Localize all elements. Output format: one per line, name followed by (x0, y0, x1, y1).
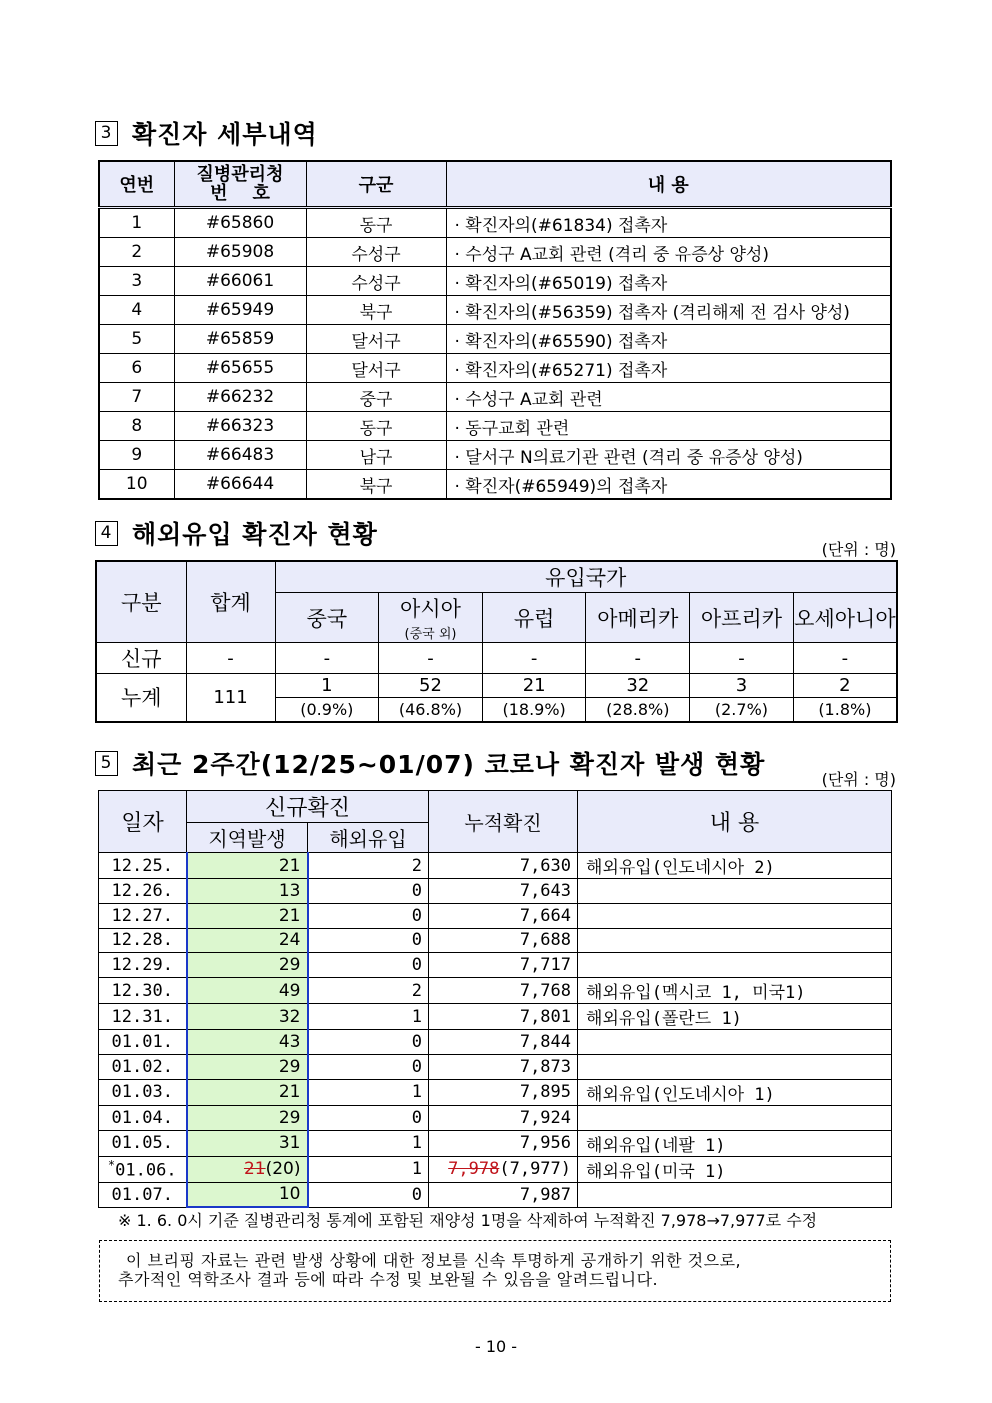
section3-number: 3 (95, 121, 118, 146)
row-overseas (308, 1079, 429, 1105)
two-week-status-table (98, 790, 892, 1208)
table-row (99, 1156, 892, 1182)
table-row (99, 354, 891, 383)
table-row (99, 879, 892, 904)
row-overseas-value: 1 (411, 1006, 423, 1027)
cumulative-value: 2 (793, 674, 897, 698)
row-date-text: 01.03. (111, 1082, 173, 1103)
row-cumulative-value: 7,873 (519, 1056, 572, 1077)
row-local (187, 1030, 308, 1055)
header-category: 구분 (96, 561, 186, 643)
new-value: - (793, 643, 897, 674)
row-overseas-value: 2 (411, 855, 423, 876)
row-local-value: 10 (278, 1184, 301, 1205)
header-content: 내 용 (578, 791, 892, 853)
row-kdca-number: #66644 (174, 470, 306, 500)
table-row (99, 441, 891, 470)
header-total: 합계 (186, 561, 275, 643)
row-content: · 확진자의(#65590) 접촉자 (446, 325, 891, 354)
row-overseas-value: 0 (411, 880, 423, 901)
row-date-text: 01.02. (111, 1056, 173, 1077)
row-content-text: 해외유입(인도네시아 1) (586, 1084, 775, 1105)
row-local-value: 21 (278, 855, 301, 876)
row-kdca-number: #65908 (174, 238, 306, 267)
row-date-text: 01.05. (111, 1133, 173, 1154)
row-date (99, 903, 187, 928)
row-cumulative-value: 7,643 (519, 880, 572, 901)
cumulative-value: 1 (275, 674, 379, 698)
header-new-confirmed: 신규확진 (187, 791, 429, 823)
row-cumulative (429, 953, 578, 978)
row-local (187, 1105, 308, 1130)
cumulative-value: 52 (379, 674, 483, 698)
table-row (99, 470, 891, 500)
new-value: - (275, 643, 379, 674)
row-date-text: 01.04. (111, 1107, 173, 1128)
row-local (187, 1130, 308, 1156)
table-row (99, 1030, 892, 1055)
header-overseas: 해외유입 (308, 823, 429, 853)
row-local (187, 1004, 308, 1030)
header-country (482, 593, 586, 643)
row-local-old: 21 (243, 1159, 266, 1180)
table-row (99, 928, 892, 953)
row-overseas (308, 879, 429, 904)
disclaimer-line2: 추가적인 역학조사 결과 등에 따라 수정 및 보완될 수 있음을 알려드립니다. (118, 1270, 659, 1289)
row-content: · 수성구 A교회 관련 (446, 383, 891, 412)
row-content: · 달서구 N의료기관 관련 (격리 중 유증상 양성) (446, 441, 891, 470)
row-content (578, 953, 892, 978)
section4-unit: (단위 : 명) (821, 540, 896, 559)
confirmed-details-table (98, 160, 892, 500)
table-row (99, 1079, 892, 1105)
correction-note: ※ 1. 6. 0시 기준 질병관리청 통계에 포함된 재양성 1명을 삭제하여 누적확진 7,978→7,977로 수정 (118, 1211, 818, 1230)
row-local-value: 13 (278, 880, 301, 901)
row-local-value: (20) (265, 1159, 301, 1180)
row-local-value: 29 (278, 1056, 301, 1077)
row-overseas (308, 1054, 429, 1079)
cumulative-pct: (1.8%) (793, 698, 897, 722)
header-serial: 연번 (99, 161, 174, 208)
row-content (578, 1004, 892, 1030)
header-country (690, 593, 794, 643)
row-local-value: 21 (278, 905, 301, 926)
row-overseas-value: 0 (411, 955, 423, 976)
row-overseas (308, 1105, 429, 1130)
row-date-text: 01.07. (111, 1184, 173, 1205)
row-content: · 확진자의(#61834) 접촉자 (446, 208, 891, 238)
header-inflow-country: 유입국가 (275, 561, 897, 593)
row-date (99, 1054, 187, 1079)
row-local-value: 31 (278, 1133, 301, 1154)
new-value: - (690, 643, 794, 674)
header-local: 지역발생 (187, 823, 308, 853)
row-date (99, 1105, 187, 1130)
table-row (99, 903, 892, 928)
row-kdca-number: #66061 (174, 267, 306, 296)
row-cumulative (429, 1004, 578, 1030)
table-row (99, 1004, 892, 1030)
country-name: 오세아니아 (794, 606, 896, 631)
cumulative-pct: (46.8%) (379, 698, 483, 722)
row-kdca-number: #66323 (174, 412, 306, 441)
row-content-text: 해외유입(인도네시아 2) (586, 858, 775, 878)
table-row (99, 238, 891, 267)
row-overseas (308, 928, 429, 953)
row-cumulative (429, 1079, 578, 1105)
row-cumulative (429, 928, 578, 953)
row-date (99, 1156, 187, 1182)
row-serial: 5 (99, 325, 174, 354)
header-district: 구군 (306, 161, 446, 208)
row-district: 동구 (306, 412, 446, 441)
row-district: 남구 (306, 441, 446, 470)
row-cumulative (429, 1130, 578, 1156)
row-overseas (308, 1156, 429, 1182)
row-cumulative-value: 7,717 (519, 955, 572, 976)
cumulative-total: 111 (186, 674, 275, 722)
row-content: · 확진자의(#65019) 접촉자 (446, 267, 891, 296)
row-local-value: 32 (278, 1006, 301, 1027)
row-overseas (308, 953, 429, 978)
page-number: - 10 - (474, 1337, 518, 1356)
header-country (275, 593, 379, 643)
row-kdca-number: #66483 (174, 441, 306, 470)
table-row (99, 296, 891, 325)
row-overseas-value: 1 (411, 1159, 423, 1180)
row-content: · 확진자(#65949)의 접촉자 (446, 470, 891, 500)
row-content (578, 903, 892, 928)
cumulative-pct: (0.9%) (275, 698, 379, 722)
header-country (793, 593, 897, 643)
row-overseas (308, 903, 429, 928)
row-cumulative (429, 879, 578, 904)
row-cumulative (429, 853, 578, 879)
row-kdca-number: #65949 (174, 296, 306, 325)
row-content (578, 1079, 892, 1105)
table-row (99, 1130, 892, 1156)
section3-title (95, 115, 318, 151)
row-district: 동구 (306, 208, 446, 238)
country-name: 아프리카 (700, 606, 783, 631)
table-row (99, 325, 891, 354)
row-cumulative-value: 7,768 (519, 980, 572, 1001)
row-local (187, 1182, 308, 1207)
row-cumulative (429, 978, 578, 1004)
header-kdca-number (174, 161, 306, 208)
row-local (187, 1054, 308, 1079)
row-kdca-number: #66232 (174, 383, 306, 412)
row-date-text: 01.01. (111, 1032, 173, 1053)
row-district: 북구 (306, 470, 446, 500)
row-content-text: 해외유입(네팔 1) (586, 1135, 726, 1156)
header-date: 일자 (99, 791, 187, 853)
row-date-text: 12.31. (111, 1006, 173, 1027)
row-cumulative (429, 1105, 578, 1130)
row-serial: 3 (99, 267, 174, 296)
cumulative-pct: (28.8%) (586, 698, 690, 722)
row-kdca-number: #65859 (174, 325, 306, 354)
row-local-value: 29 (278, 1107, 301, 1128)
new-value: - (586, 643, 690, 674)
row-overseas-value: 1 (411, 1133, 423, 1154)
row-cumulative (429, 1156, 578, 1182)
row-content (578, 1156, 892, 1182)
table-row (99, 853, 892, 879)
row-district: 달서구 (306, 354, 446, 383)
new-row (96, 643, 897, 674)
row-cumulative-value: 7,844 (519, 1032, 572, 1053)
row-serial: 4 (99, 296, 174, 325)
row-cumulative (429, 1182, 578, 1207)
header-kdca-line2: 번 호 (210, 183, 270, 204)
row-serial: 7 (99, 383, 174, 412)
table-row (99, 1105, 892, 1130)
row-cumulative-value: 7,688 (519, 930, 572, 951)
row-date-text: 01.06. (115, 1160, 177, 1181)
row-overseas-value: 0 (411, 905, 423, 926)
row-cumulative-value: 7,801 (519, 1006, 572, 1027)
asia-note: (중국 외) (404, 627, 457, 642)
row-date-text: 12.27. (111, 905, 173, 926)
row-overseas-value: 0 (411, 1107, 423, 1128)
row-overseas-value: 2 (411, 980, 423, 1001)
new-value: - (379, 643, 483, 674)
row-overseas-value: 0 (411, 1184, 423, 1205)
row-date (99, 1004, 187, 1030)
table-row (99, 383, 891, 412)
table-row (99, 267, 891, 296)
section4-title-text: 해외유입 확진자 현황 (132, 520, 378, 549)
row-date-text: 12.28. (111, 930, 173, 951)
row-overseas (308, 853, 429, 879)
section3-title-text: 확진자 세부내역 (132, 120, 318, 149)
row-serial: 9 (99, 441, 174, 470)
row-local (187, 978, 308, 1004)
row-date-text: 12.25. (111, 855, 173, 876)
row-content (578, 928, 892, 953)
header-content: 내 용 (446, 161, 891, 208)
cumulative-value: 32 (586, 674, 690, 698)
row-cumulative-value: 7,630 (519, 855, 572, 876)
row-cumulative-value: 7,987 (519, 1184, 572, 1205)
table-row (99, 978, 892, 1004)
header-kdca-line1: 질병관리청 (196, 164, 284, 185)
cumulative-value: 21 (482, 674, 586, 698)
table-row (99, 1182, 892, 1207)
row-cumulative (429, 903, 578, 928)
table-row (99, 208, 891, 238)
row-date (99, 978, 187, 1004)
row-local (187, 1156, 308, 1182)
row-overseas-value: 0 (411, 1032, 423, 1053)
section5-unit: (단위 : 명) (821, 770, 896, 789)
row-date (99, 1079, 187, 1105)
row-date-text: 12.30. (111, 980, 173, 1001)
row-date-text: 12.29. (111, 955, 173, 976)
cumulative-pct: (18.9%) (482, 698, 586, 722)
row-overseas (308, 1004, 429, 1030)
row-serial: 2 (99, 238, 174, 267)
row-overseas (308, 1030, 429, 1055)
cumulative-label: 누계 (96, 674, 186, 722)
disclaimer-line1: 이 브리핑 자료는 관련 발생 상황에 대한 정보를 신속 투명하게 공개하기 위한 것으로, (126, 1251, 742, 1270)
row-local-value: 43 (278, 1032, 301, 1053)
row-content: · 동구교회 관련 (446, 412, 891, 441)
row-content: · 확진자의(#56359) 접촉자 (격리해제 전 검사 양성) (446, 296, 891, 325)
overseas-inflow-table (95, 560, 898, 723)
row-date-text: 12.26. (111, 880, 173, 901)
header-country (586, 593, 690, 643)
row-content (578, 1130, 892, 1156)
country-name: 중국 (306, 606, 348, 631)
row-content: · 수성구 A교회 관련 (격리 중 유증상 양성) (446, 238, 891, 267)
row-content (578, 978, 892, 1004)
correction-mark: * (107, 1157, 116, 1172)
row-kdca-number: #65860 (174, 208, 306, 238)
cumulative-row (96, 674, 897, 698)
confirmed-details-body (99, 208, 891, 500)
section4-title (95, 515, 378, 551)
row-serial: 10 (99, 470, 174, 500)
row-date (99, 853, 187, 879)
new-total: - (186, 643, 275, 674)
two-week-status-body (99, 853, 892, 1208)
row-cumulative-value: 7,956 (519, 1133, 572, 1154)
row-date (99, 1130, 187, 1156)
row-date (99, 1182, 187, 1207)
header-cumulative: 누적확진 (429, 791, 578, 853)
table-row (99, 412, 891, 441)
row-overseas (308, 1182, 429, 1207)
cumulative-pct: (2.7%) (690, 698, 794, 722)
row-local-value: 21 (278, 1082, 301, 1103)
row-overseas-value: 1 (411, 1082, 423, 1103)
row-district: 수성구 (306, 267, 446, 296)
row-local (187, 1079, 308, 1105)
row-serial: 1 (99, 208, 174, 238)
row-kdca-number: #65655 (174, 354, 306, 383)
row-district: 북구 (306, 296, 446, 325)
row-overseas (308, 978, 429, 1004)
row-district: 수성구 (306, 238, 446, 267)
row-district: 달서구 (306, 325, 446, 354)
row-local (187, 953, 308, 978)
row-local-value: 29 (278, 955, 301, 976)
row-local (187, 903, 308, 928)
header-country (379, 593, 483, 643)
table-row (99, 953, 892, 978)
table-header-row (99, 161, 891, 208)
row-content-text: 해외유입(멕시코 1, 미국1) (586, 983, 806, 1004)
country-name: 유럽 (513, 606, 555, 631)
row-cumulative-value: 7,924 (519, 1107, 572, 1128)
row-overseas-value: 0 (411, 1056, 423, 1077)
row-local-value: 49 (278, 980, 301, 1001)
row-date (99, 928, 187, 953)
section5-number: 5 (95, 751, 118, 776)
table-row (99, 1054, 892, 1079)
row-serial: 6 (99, 354, 174, 383)
row-content (578, 1182, 892, 1207)
row-content (578, 1105, 892, 1130)
row-local (187, 853, 308, 879)
row-content (578, 1030, 892, 1055)
country-name: 아메리카 (597, 606, 679, 631)
row-local (187, 879, 308, 904)
row-content: · 확진자의(#65271) 접촉자 (446, 354, 891, 383)
section5-title-text: 최근 2주간(12/25~01/07) 코로나 확진자 발생 현황 (132, 750, 766, 779)
row-cumulative-value: 7,664 (519, 905, 572, 926)
row-cumulative-old: 7,978 (448, 1159, 500, 1180)
row-overseas-value: 0 (411, 930, 423, 951)
country-name: 아시아 (400, 597, 461, 621)
row-cumulative (429, 1030, 578, 1055)
row-district: 중구 (306, 383, 446, 412)
row-content-text: 해외유입(폴란드 1) (586, 1009, 742, 1030)
row-serial: 8 (99, 412, 174, 441)
row-content (578, 879, 892, 904)
row-overseas (308, 1130, 429, 1156)
row-cumulative-value: (7,977) (499, 1159, 572, 1180)
section5-title (95, 745, 765, 781)
row-content-text: 해외유입(미국 1) (586, 1161, 726, 1182)
new-value: - (482, 643, 586, 674)
row-content (578, 1054, 892, 1079)
section4-number: 4 (95, 521, 118, 546)
row-date (99, 879, 187, 904)
new-label: 신규 (96, 643, 186, 674)
row-cumulative-value: 7,895 (519, 1082, 572, 1103)
row-local (187, 928, 308, 953)
row-local-value: 24 (278, 930, 301, 951)
row-content (578, 853, 892, 879)
row-date (99, 953, 187, 978)
cumulative-value: 3 (690, 674, 794, 698)
row-date (99, 1030, 187, 1055)
disclaimer-box (99, 1240, 891, 1302)
row-cumulative (429, 1054, 578, 1079)
